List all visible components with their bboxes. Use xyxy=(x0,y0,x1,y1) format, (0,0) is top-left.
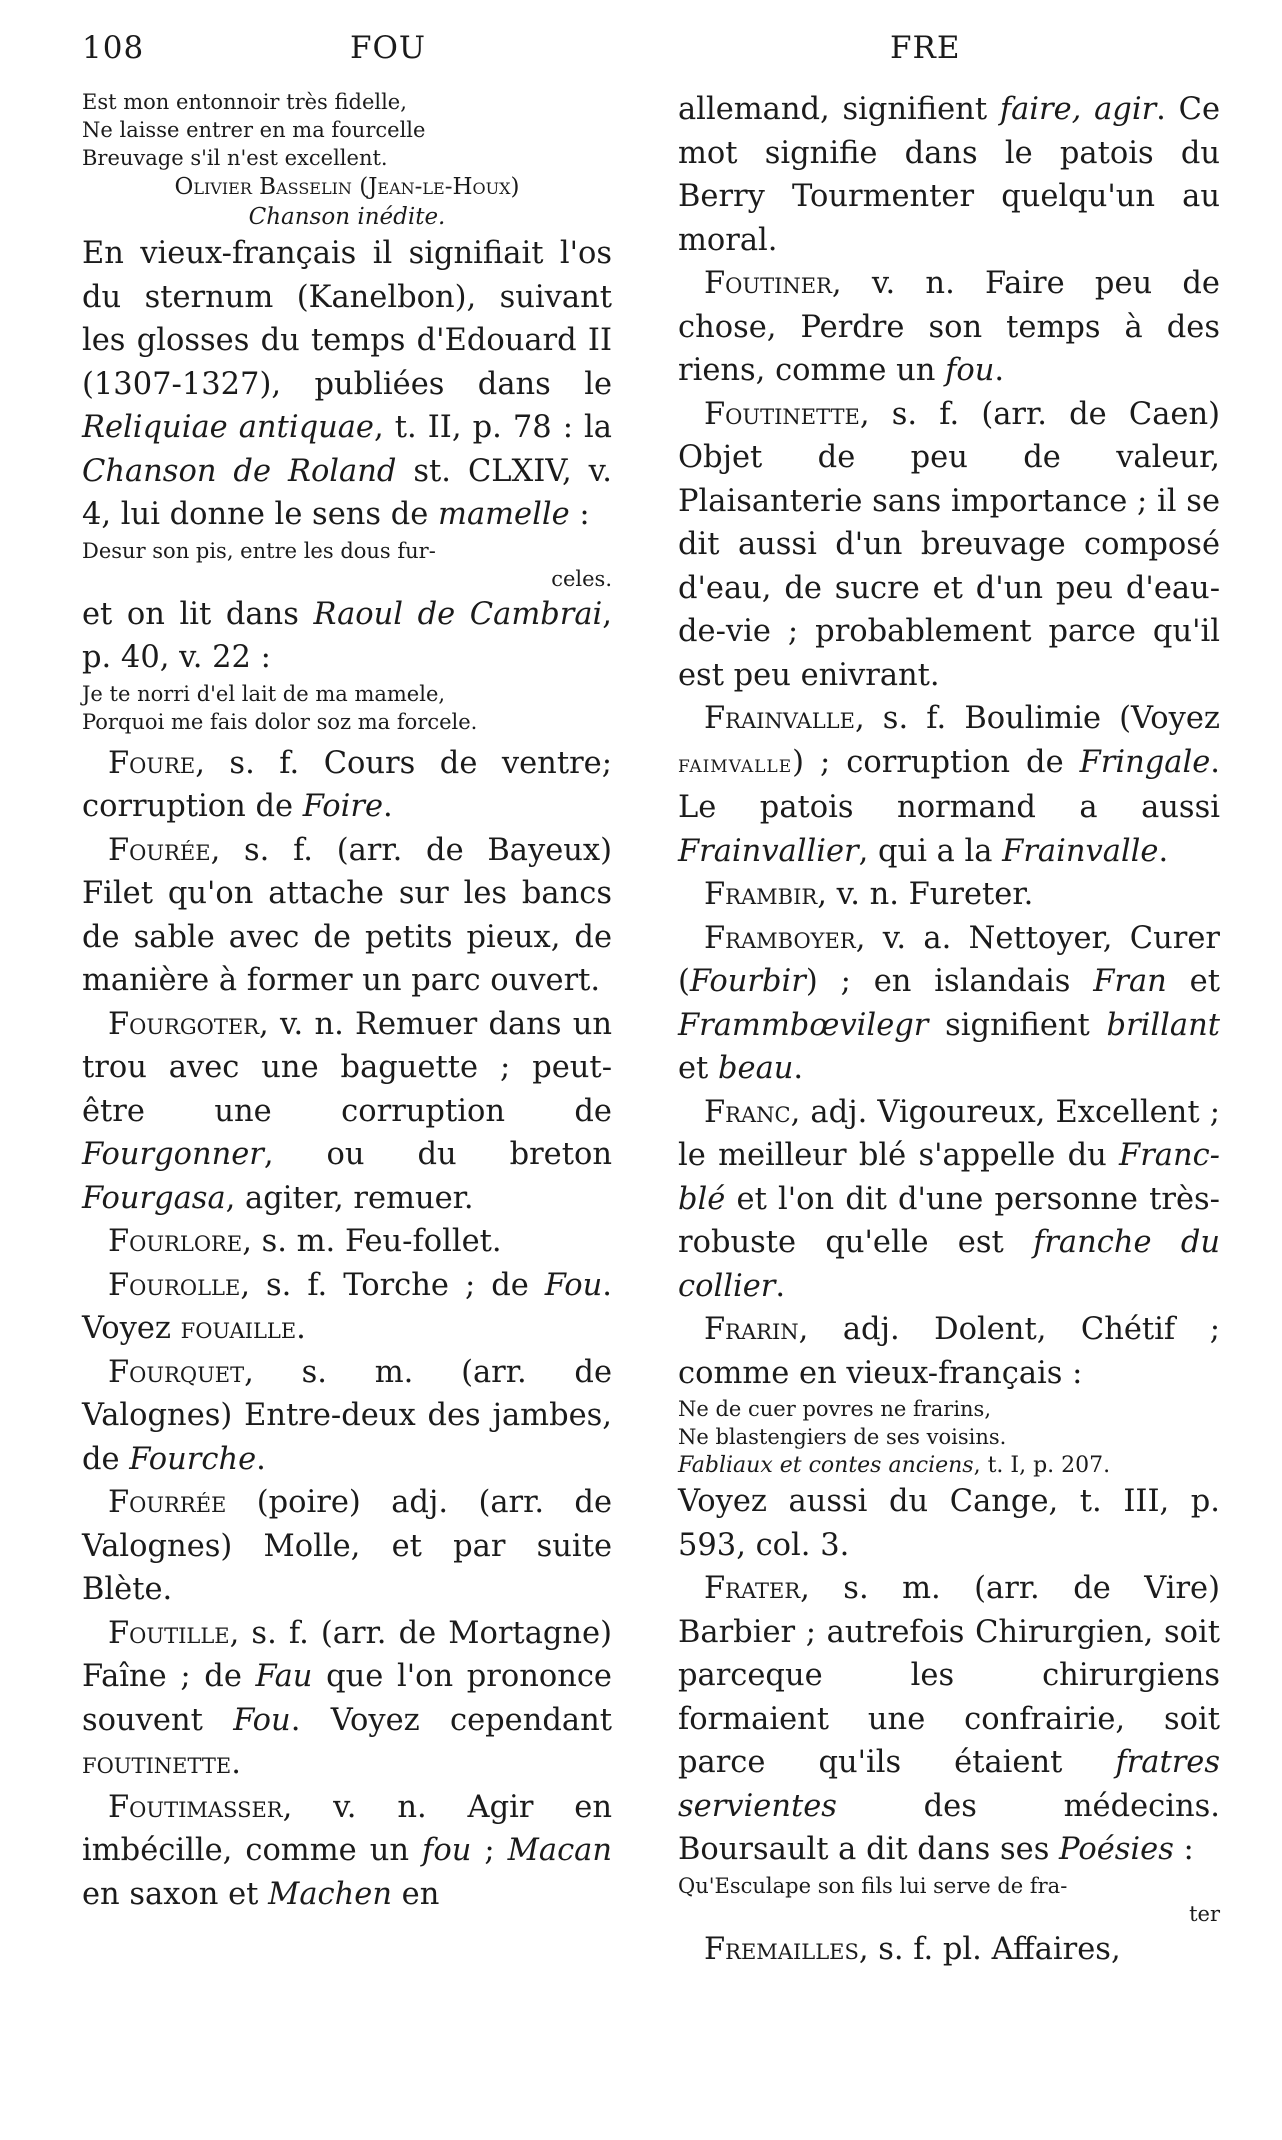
entry-fourlore: Fourlore, s. m. Feu-follet. xyxy=(108,1224,502,1259)
verse-line: Qu'Esculape son fils lui serve de fra- xyxy=(678,1873,1068,1898)
verse-line: Porquoi me fais dolor soz ma forcele. xyxy=(82,709,478,734)
citation-fabliaux: Fabliaux et contes anciens, t. I, p. 207. xyxy=(678,1453,1111,1478)
paragraph-sternum: En vieux-français il signifiait l'os du sternum (Kanelbon), suivant les glosses du temps d'Edouard II (1307-1327), publiées dans le Reliquiae antiquae, t. II, p. 78 : la Chanson de Roland st. CLXIV, v. 4, lui donne le sens de mamelle : xyxy=(82,236,612,532)
entry-foutiner: Foutiner, v. n. Faire peu de chose, Perdre son temps à des riens, comme un fou. xyxy=(678,266,1220,388)
entry-fourgoter: Fourgoter, v. n. Remuer dans un trou avec une baguette ; peut-être une corruption de Fourgonner, ou du breton Fourgasa, agiter, remuer. xyxy=(82,1006,612,1216)
headword: Foutille xyxy=(108,1615,230,1651)
entry-fourree: Fourrée (poire) adj. (arr. de Valognes) Molle, et par suite Blète. xyxy=(82,1485,612,1607)
entry-foutimasser: Foutimasser, v. n. Agir en imbécille, comme un fou ; Macan en saxon et Machen en xyxy=(82,1789,612,1912)
verse-line: Je te norri d'el lait de ma mamele, xyxy=(82,681,446,706)
paragraph-raoul: et on lit dans Raoul de Cambrai, p. 40, v. 22 : xyxy=(82,596,612,675)
entry-fourquet: Fourquet, s. m. (arr. de Valognes) Entre-deux des jambes, de Fourche. xyxy=(82,1354,612,1477)
headword: Fourlore xyxy=(108,1224,243,1259)
headword: Fourgoter xyxy=(108,1006,260,1042)
entry-framboyer: Framboyer, v. a. Nettoyer, Curer (Fourbir) ; en islandais Fran et Frammbœvilegr signifient brillant et beau. xyxy=(678,920,1220,1086)
headword: Frarin xyxy=(704,1312,799,1347)
verse-line: Desur son pis, entre les dous fur- xyxy=(82,538,436,563)
verse-line: Ne blastengiers de ses voisins. xyxy=(678,1425,1007,1449)
verse-line: Ne de cuer povres ne frarins, xyxy=(678,1397,992,1421)
entry-fourolle: Fourolle, s. f. Torche ; de Fou. Voyez fouaille. xyxy=(82,1267,612,1346)
entry-frainvalle: Frainvalle, s. f. Boulimie (Voyez faimvalle) ; corruption de Fringale. Le patois normand a aussi Frainvallier, qui a la Frainvalle. xyxy=(678,701,1220,869)
verse-line: Est mon entonnoir très fidelle, xyxy=(82,90,407,114)
headword: Frambir xyxy=(704,877,818,912)
verse-line: Ne laisse entrer en ma fourcelle xyxy=(82,118,426,142)
page-number: 108 xyxy=(82,30,145,66)
entry-frater: Frater, s. m. (arr. de Vire) Barbier ; autrefois Chirurgien, soit parceque les chirurgiens formaient une confrairie, soit parce qu'ils étaient fratres servientes des médecins. Boursault a dit dans ses Poésies : xyxy=(678,1571,1220,1867)
entry-franc: Franc, adj. Vigoureux, Excellent ; le meilleur blé s'appelle du Franc-blé et l'on dit d'une personne très-robuste qu'elle est franche du collier. xyxy=(678,1094,1220,1304)
entry-foure: Foure, s. f. Cours de ventre; corruption de Foire. xyxy=(82,745,612,824)
entry-foutinette: Foutinette, s. f. (arr. de Caen) Objet de peu de valeur, Plaisanterie sans importance ; il se dit aussi d'un breuvage composé d'eau, de sucre et d'un peu d'eau-de-vie ; probablement parce qu'il est peu enivrant. xyxy=(678,396,1220,693)
entry-frarin: Frarin, adj. Dolent, Chétif ; comme en vieux-français : xyxy=(678,1312,1220,1391)
entry-fremailles: Fremailles, s. f. pl. Affaires, xyxy=(704,1931,1121,1967)
citation-author: Olivier Basselin (Jean-le-Houx) xyxy=(174,174,520,200)
headword: Frainvalle xyxy=(704,701,855,736)
headword: Foutimasser xyxy=(108,1789,283,1825)
running-head-right: FRE xyxy=(890,30,961,66)
headword: Frater xyxy=(704,1571,801,1606)
headword: Fourolle xyxy=(108,1267,241,1303)
headword: Franc xyxy=(704,1094,791,1130)
verse-line: celes. xyxy=(551,566,612,591)
entry-frambir: Frambir, v. n. Fureter. xyxy=(704,877,1034,912)
headword: Fourquet xyxy=(108,1354,245,1390)
entry-fouree: Fourée, s. f. (arr. de Bayeux) Filet qu'on attache sur les bancs de sable avec de petits pieux, de manière à former un parc ouvert. xyxy=(82,832,612,998)
entry-foutille: Foutille, s. f. (arr. de Mortagne) Faîne ; de Fau que l'on prononce souvent Fou. Voyez cependant foutinette. xyxy=(82,1615,612,1781)
entry-foutimasser-continued: allemand, signifient faire, agir. Ce mot signifie dans le patois du Berry Tourmenter quelqu'un au moral. xyxy=(678,92,1220,258)
headword: Foutiner xyxy=(704,266,832,301)
citation-work: Chanson inédite. xyxy=(248,204,446,230)
headword: Foutinette xyxy=(704,396,860,432)
verse-line: ter xyxy=(1189,1901,1220,1926)
headword: Foure xyxy=(108,745,196,781)
headword: Fremailles xyxy=(704,1931,859,1967)
headword: Fourrée xyxy=(108,1485,227,1520)
headword: Framboyer xyxy=(704,920,856,956)
headword: Fourée xyxy=(108,832,211,868)
right-column xyxy=(678,88,1220,1971)
running-head-left: FOU xyxy=(350,30,427,66)
left-column xyxy=(82,88,612,1916)
paragraph-du-cange: Voyez aussi du Cange, t. III, p. 593, col. 3. xyxy=(678,1484,1220,1563)
verse-line: Breuvage s'il n'est excellent. xyxy=(82,146,388,170)
